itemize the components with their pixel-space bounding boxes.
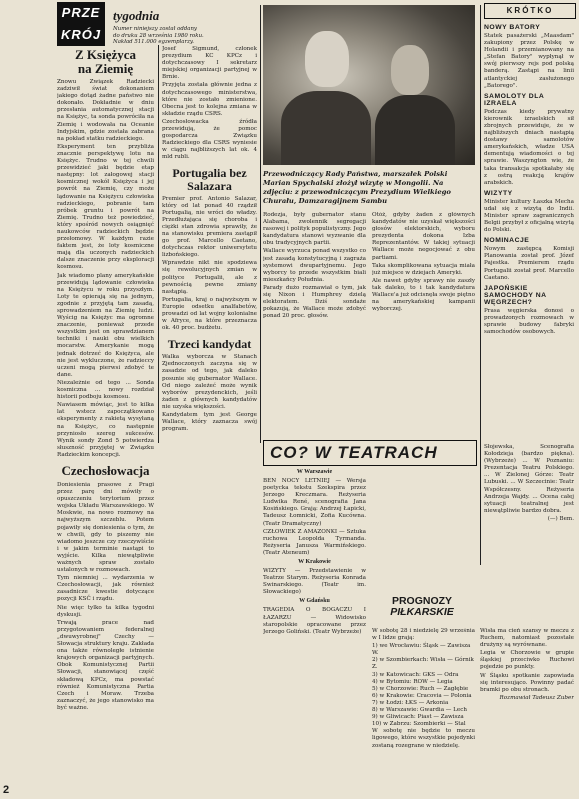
issue-note: Numer niniejszy został oddany do druku 28 września 1980 roku. Nakład 511.000 egzemplarzy. [113, 26, 204, 45]
article-paragraph: Taka skomplikowana sytuacja miała już miejsce w dziejach Ameryki. [372, 262, 475, 276]
teatr-entry: WIZYTY — Przedstawienie w Teatrze Starym. Reżyseria Konrada Swinarskiego. (Teatr im. Słowackiego) [263, 568, 366, 596]
article-paragraph: Ale nawet gdyby sprawy nie zaszły tak daleko, to i tak kandydatura Wallace'a już odcisnęła swoje piętno na amerykańskiej kampanii wyborczej. [372, 277, 475, 313]
teatr-entry: BEN NOCY LETNIEJ — Wersja poetycka tekstu Szekspira przez Jerzego Kreczmara. Reżyseria Ludwika René, scenografia Jana Kosińskiego. Grają: Andrzej Łapicki, Tadeusz Łomnicki, Zofia Kucówna. (Teatr Dramatyczny) [263, 478, 366, 527]
article-paragraph: Niezależnie od tego ... Sonda kosmiczna ... nowy rozdział historii podboju kosmosu. [57, 379, 154, 401]
masthead-brand-bottom: KRÓJ [57, 24, 105, 46]
article-paragraph: Josef Šigmund, członek prezydium KC KPCz i dotychczasowy I sekretarz miejskiej organizacji partyjnej w Brnie. [162, 46, 257, 81]
article-paragraph: Parady dużo rozmawiał o tym, jak się Nixon i Humphrey dzielą elektoratem. Dziś sondaże pokazują, że Wallace może zdobyć ponad 20 proc. głosów. [263, 284, 366, 320]
krotko-header: KRÓTKO [484, 3, 576, 19]
masthead-section: tygodnia [113, 8, 160, 23]
article-paragraph: Premier prof. Antonio Salazar, który od lat ponad 40 rządził Portugalią, nie wróci do władzy. Przedłużająca się choroba i ciężki stan zdrowia sprawiły, że na stanowisku premiera zastąpił go prof. Marcello Caetano, dotychczas rektor uniwersytetu lizbońskiego. [162, 195, 257, 259]
krotko-section-text: Podczas kiedy prywatny kierownik izraelskich sił zbrojnych przewiduje, że w najbliższych dniach nastąpią dostawy samolotów amerykańskich, władze USA dementują wiadomości o tej sprawie. Waszyngton wie, że taka transakcja spotkałaby się z ostrą reakcją krajów arabskich. [484, 108, 574, 186]
match-line: 3) w Katowicach: GKS — Odra [372, 671, 459, 678]
page-number: 2 [3, 784, 10, 796]
krotko-section-text: Statek pasażerski „Maasdam" zakupiony przez Polskę w Holandii i przemianowany na „Stefan Batory" wypłynął w swój pierwszy rejs pod polską banderą. Zastąpi na linii atlantyckiej zasłużonego „Batorego". [484, 33, 574, 89]
article-paragraph: Doniesienia prasowe z Pragi przez parę dni mówiły o opuszczeniu terytorium przez wojska Układu Warszawskiego. W Moskwie, na nowo rozmowy na najwyższym szczeblu. Potem pojawiły się doniesienia o tym, że w chwili, gdy to piszemy nie wiadomo jeszcze czy rzeczywiście i w jakim terminie nastąpi to wyjście. Kilka niewątpliwie ważnych spraw zostało ustalonych w rozmowach. [57, 481, 154, 574]
match-line: 2) w Szombierkach: Wisła — Górnik Z. [372, 657, 474, 671]
krotko-section-title: WIZYTY [484, 189, 513, 197]
article-paragraph: Walka wyborcza w Stanach Zjednoczonych zaczyna się w zasadzie od tego, jak daleko posunie się gubernator Wallace. Od niego zależeć może wynik wyborów prezydenckich, jeśli żaden z głównych kandydatów nie uzyska większości. [162, 354, 257, 410]
article-column-4 [372, 212, 475, 436]
match-line: 8) w Warszawie: Gwardia — Lech [372, 707, 467, 714]
article-paragraph: Wprawdzie nikt nie spodziewa się rewolucyjnych zmian w polityce Portugalii, ale z pewnością pewne zmiany nastąpią. [162, 260, 257, 295]
krotko-section-text: Nowym zastępcą Komisji Planowania został prof. Józef Pajestka. Premierem rządu Portugalii został prof. Marcello Caetano. [484, 246, 574, 281]
headline-ksiezyc: Z Księżyca na Ziemię [74, 47, 136, 76]
match-line: 6) w Krakowie: Cracovia — Polonia [372, 692, 472, 699]
article-paragraph: Kandydatem tym jest George Wallace, który zaznacza swój program. [162, 412, 257, 433]
photo-caption: Przewodniczący Rady Państwa, marszałek Polski Marian Spychalski złożył wizytę w Mongolii. Na zdjęciu: z przewodniczącym Prezydium Wielkiego Churału, Damzaragijnem Sambu [263, 170, 451, 205]
match-line: 10) w Zabrzu: Szombierki — Stal [372, 721, 466, 728]
match-line: 9) w Gliwicach: Piast — Zawisza [372, 714, 464, 721]
krotko-section-text: Prasa węgierska donosi o prowadzonych rozmowach w sprawie budowy fabryki samochodów osobowych. [484, 307, 574, 335]
article-paragraph: Trwają prace nad przygotowaniem federalnej „dwuwyrobnej" Czechy — Słowacja struktury kraju. Zakłada ona także równoległe istnienie krajowych organizacji partyjnych. Obok Komunistycznej Partii Słowacji, stanowiącej część składową KPCz, ma powstać również Komunistyczna Partia Czech i Moraw. Trzeba zaznaczyć, że jego stanowisko ma być ważne. [57, 619, 154, 711]
signature: Rozmawiał Tadeusz Zuber [499, 694, 574, 701]
krotko-section-title: JAPOŃSKIE SAMOCHODY NA WĘGRZECH? [484, 284, 547, 306]
krotko-section-title: NOWY BATORY [484, 24, 541, 31]
article-column-2 [162, 46, 257, 784]
prognozy-column-2: Wisła ma cień szansy w meczu z Ruchem, natomiast pozostałe drużyny są wyrównane. Legia w Chorzowie w grupie śląskiej przeciwko Ruchowi pojedzie po punkty. W Śląsku spotkanie zapowiada się interesująco. Powinny padać bramki po obu stronach. Rozmawiał Tadeusz Zuber [480, 628, 574, 701]
article-column-1 [57, 46, 154, 784]
photo-face [305, 31, 349, 87]
masthead-brand-top: PRZE [57, 2, 105, 24]
teatr-listings: W Warszawie BEN NOCY LETNIEJ — Wersja poetycka tekstu Szekspira przez Jerzego Kreczmara. Reżyseria Ludwika René, scenografia Jana Kosińskiego. Grają: Andrzej Łapicki, Tadeusz Łomnicki, Zofia Kucówna. (Teatr Dramatyczny) CZŁOWIEK Z AMAZONKI — Sztuka ruchowa Leopolda Tyrmanda. Reżyseria Janusza Warmińskiego. (Teatr Ateneum) W Krakowie WIZYTY — Przedstawienie w Teatrze Starym. Reżyseria Konrada Swinarskiego. (Teatr im. Słowackiego) W Gdańsku TRAGEDIA O BOGACZU I ŁAZARZU — Widowisko staropolskie opracowane przez Jerzego Goliński. (Teatr Wybrzeże) [263, 469, 366, 635]
match-line: 4) w Bytomiu: ROW — Legia [372, 678, 453, 685]
headline-portugalia: Portugalia bez Salazara [172, 165, 247, 193]
column-divider [158, 45, 159, 443]
article-column-3 [263, 212, 366, 436]
teatr-entry: CZŁOWIEK Z AMAZONKI — Sztuka ruchowa Leopolda Tyrmanda. Reżyseria Janusza Warmińskiego. (Teatr Ateneum) [263, 528, 366, 556]
photo-face [391, 45, 429, 95]
prognozy-column-1: W sobotę 28 i niedzielę 29 września w I lidze grają: 1) we Wrocławiu: Śląsk — Zawisza W. 2) w Szombierkach: Wisła — Górnik Z. 3) w Katowicach: GKS — Odra 4) w Bytomiu: ROW — Legia 5) w Chorzowie: Ruch — Zagłębie 6) w Krakowie: Cracovia — Polonia 7) w Łodzi: ŁKS — Arkonia 8) w Warszawie: Gwardia — Lech 9) w Gliwicach: Piast — Zawisza 10) w Zabrzu: Szombierki — Stal W sobotę nie będzie to meczu ligowego, które wszystkie pojedynki zostaną rozegrane w niedzielę. [372, 628, 475, 749]
article-paragraph: Tym niemniej ... wydarzenia w Czechosłowacji, jak również zasadnicze kwestie dotyczące pozycji KSČ i rządu. [57, 575, 154, 603]
article-paragraph: Znowu Związek Radziecki zadziwił świat dokonaniem jakiego dotąd żadne państwo nie dokonało. Dokładnie w dniu przesłania automatycznej stacji na Księżyc, ta sonda powróciła na Ziemię i wodowała na Oceanie Indyjskim, gdzie została zabrana na pokład statku radzieckiego. [57, 79, 154, 142]
krotko-section-text: Minister kultury Łaszka Mecha udał się z wizytą do Indii. Minister spraw zagranicznych Belgii przybył z oficjalną wizytą do Polski. [484, 198, 574, 234]
article-paragraph: Rodezja, były gubernator stanu Alabama, zwolennik segregacji rasowej i polityk populistyczny. Jego kandydatura stanowi wyzwanie dla obu tradycyjnych partii. [263, 212, 366, 247]
masthead-logo [57, 2, 105, 46]
article-paragraph: Portugalia, kraj o najwyższym w Europie odsetku analfabetów, prowadzi od lat wojny kolonialne w Afryce, na które przeznacza ok. 40 proc. budżetu. [162, 296, 257, 332]
photo-figure [375, 95, 455, 165]
signature: (—) Bem. [547, 515, 574, 522]
teatr-entry: TRAGEDIA O BOGACZU I ŁAZARZU — Widowisko staropolskie opracowane przez Jerzego Goliński. (Teatr Wybrzeże) [263, 607, 366, 635]
headline-czechoslowacja: Czechosłowacja [61, 462, 150, 478]
krotko-section-title: SAMOLOTY DLA IZRAELA [484, 92, 544, 107]
article-paragraph: Nawiasem mówiąc, jest to kilka lat wstecz zapoczątkowano eksperymenty z rakietą wysyłaną na Księżyc, co następnie przyniosło szereg sukcesów. Wynik sondy Zond 5 potwierdza słuszność przyjętej w Związku Radzieckim koncepcji. [57, 402, 154, 458]
teatr-notes: Słojewska, Scenografia Kołodzieja (bardzo piękna). (Wybrzeże) ... W Poznaniu: Prezentacja Teatru Polskiego. ... W Zielonej Górze: Teatr Lubuski. ... W Szczecinie: Teatr Współczesny. Reżyseria Andrzeja Wajdy. ... Ocena całej sytuacji teatralnej jest niewątpliwie bardzo dobra. (—) Bem. [372, 444, 574, 592]
article-paragraph: Eksperyment ten przybliża znacznie perspektywę lotu na Księżyc. Trudno w tej chwili przewidzieć jaki będzie etap następny: lot załogowej stacji kosmicznej wokół Księżyca i jej powrót na Ziemię, czy może lądowanie na Księżycu człowieka radzieckiego, pobranie tam próbek gruntu i powrót na Ziemię. Trudno też powiedzieć, który spośród nowych osiągnięć naukowców radzieckich będzie przełomowy. W każdym razie faktem jest, że loty kosmiczne mają dla uczonych radzieckich dalsze znaczenie przy eksploracji kosmosu. [57, 143, 154, 271]
article-paragraph: Jak wiadomo plany amerykańskie przewidują lądowanie człowieka na Księżycu w roku przyszłym. Loty te opierają się na jednym, zgodnie z przyjętą tam zasadą, sprowadzeniem na Ziemię ludzi. Wyścig na Księżyc ma ogromne znaczenie, ponieważ przede wszystkim jest on sprawdzianem techniki i nauki obu wielkich mocarstw. Amerykanie mogą jednak dotrzeć do Księżyca, ale nie jest wykluczone, że radzieccy uczeni mogą pierwsi zdobyć te dane. [57, 272, 154, 378]
article-paragraph: Otóż, gdyby żaden z głównych kandydatów nie uzyskał większości głosów elektorskich, wyboru prezydenta dokona Izba Reprezentantów. W takiej sytuacji Wallace może negocjować z obu partiami. [372, 212, 475, 261]
column-divider [260, 5, 261, 443]
prognozy-header: PROGNOZY PIŁKARSKIE [390, 595, 454, 618]
article-paragraph: Przyjęta została głównie jedna z dotychczasowego ministerstwa, które nie zostało zmienione. Obecna jest to kolejna zmiana w składzie rządu CSRS. [162, 82, 257, 117]
krotko-section-title: NOMINACJE [484, 237, 530, 245]
article-paragraph: Nie więc tylko ta kilka tygodni dyskusji. [57, 604, 154, 618]
match-line: 7) w Łodzi: ŁKS — Arkonia [372, 699, 449, 706]
teatr-title: CO? W TEATRACH [270, 443, 438, 462]
headline-trzeci-kandydat: Trzeci kandydat [167, 337, 252, 352]
news-photo [263, 5, 475, 165]
match-line: 1) we Wrocławiu: Śląsk — Zawisza W. [372, 643, 471, 657]
match-line: 5) w Chorzowie: Ruch — Zagłębie [372, 685, 469, 692]
photo-figure [281, 91, 371, 165]
article-paragraph: Czechosłowacka źródła przewidują, że pomoc gospodarcza Związku Radzieckiego dla CSRS wyniesie w ciągu najbliższych lat ok. 4 mld rubli. [162, 118, 257, 161]
article-paragraph: Wallace wyrzuca ponad wszystko co jest zasadą konstytucyjną i zagraża systemowi dwupartyjnemu. Jego wyborcy to przede wszystkim biali mieszkańcy Południa. [263, 248, 366, 283]
